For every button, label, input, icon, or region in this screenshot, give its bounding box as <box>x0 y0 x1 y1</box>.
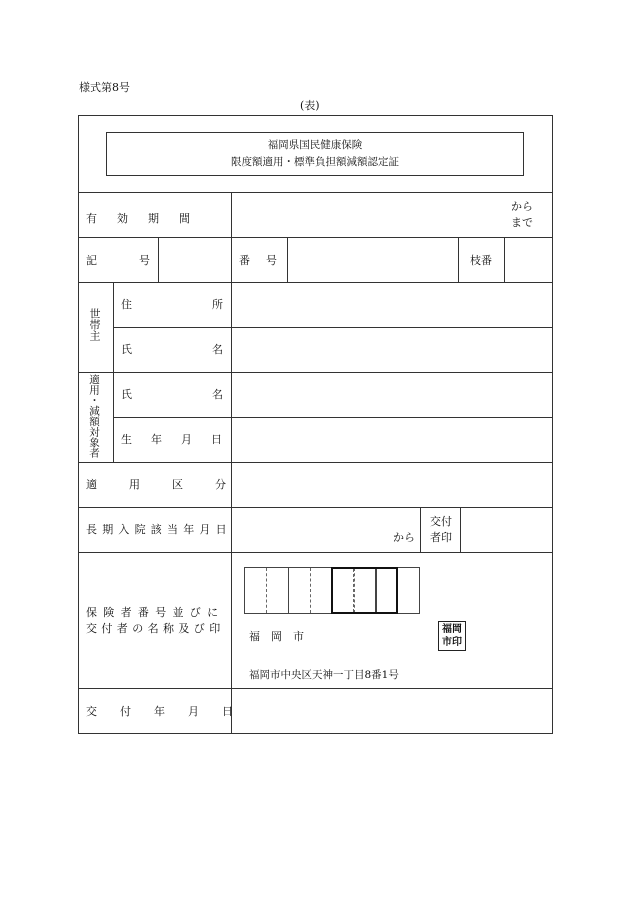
digit-divider-dashed <box>266 568 267 613</box>
number-label: 番号 <box>239 254 293 267</box>
issue-date-value[interactable] <box>232 689 552 733</box>
branch-label: 枝番 <box>470 254 492 267</box>
subject-birth-value[interactable] <box>232 418 552 462</box>
validity-from: から <box>511 200 533 213</box>
householder-address-value[interactable] <box>232 283 552 327</box>
insurer-name: 福 岡 市 <box>249 630 304 643</box>
issuer-seal-value[interactable] <box>461 508 552 552</box>
row-divider <box>78 192 553 193</box>
issuer-seal-label-1: 交付 <box>430 515 452 528</box>
issuer-seal-label-2: 者印 <box>430 531 452 544</box>
long-term-label: 長期入院該当年月日 <box>86 523 232 536</box>
subject-group-label: 適用・減額対象者 <box>88 374 100 458</box>
symbol-label: 記号 <box>86 254 192 267</box>
branch-value[interactable] <box>505 238 552 282</box>
city-seal <box>438 621 466 651</box>
subject-birth-label: 生年月日 <box>121 433 241 446</box>
title-line-2: 限度額適用・標準負担額減額認定証 <box>231 155 399 168</box>
city-seal-line-2: 市印 <box>442 637 462 648</box>
validity-label <box>86 210 224 226</box>
long-term-from: から <box>393 531 415 544</box>
householder-address-label: 住所 <box>121 298 303 311</box>
group-column-divider <box>113 282 114 462</box>
title-box <box>106 132 524 176</box>
seal-divider <box>420 507 421 552</box>
category-label: 適用区分 <box>86 478 258 491</box>
branch-divider <box>458 237 459 282</box>
form-number: 様式第8号 <box>79 81 130 94</box>
householder-name-label: 氏名 <box>121 343 303 356</box>
subject-name-label: 氏名 <box>121 388 303 401</box>
issue-date-label: 交付年月日 <box>86 705 256 718</box>
digit-divider <box>288 568 289 613</box>
number-value[interactable] <box>288 238 458 282</box>
digit-divider-dashed <box>310 568 311 613</box>
title-line-1: 福岡県国民健康保険 <box>267 139 363 151</box>
insurer-address: 福岡市中央区天神一丁目8番1号 <box>249 669 399 681</box>
subject-name-value[interactable] <box>232 373 552 417</box>
householder-group-label: 世帯主 <box>88 308 101 341</box>
insurer-label-line-1: 保険者番号並びに <box>86 606 225 619</box>
side-label: (表) <box>300 99 320 112</box>
digit-divider-dashed <box>353 569 354 612</box>
digit-divider <box>375 569 376 612</box>
category-value[interactable] <box>232 463 552 507</box>
row-divider <box>78 552 553 553</box>
insurer-number-highlight[interactable] <box>331 567 398 614</box>
symbol-value[interactable] <box>159 238 231 282</box>
insurer-label-line-2: 交付者の名称及び印 <box>86 622 225 635</box>
validity-to: まで <box>511 216 533 229</box>
city-seal-line-1: 福岡 <box>442 624 462 635</box>
householder-name-value[interactable] <box>232 328 552 372</box>
validity-label-text: 有効期間 <box>86 212 210 225</box>
